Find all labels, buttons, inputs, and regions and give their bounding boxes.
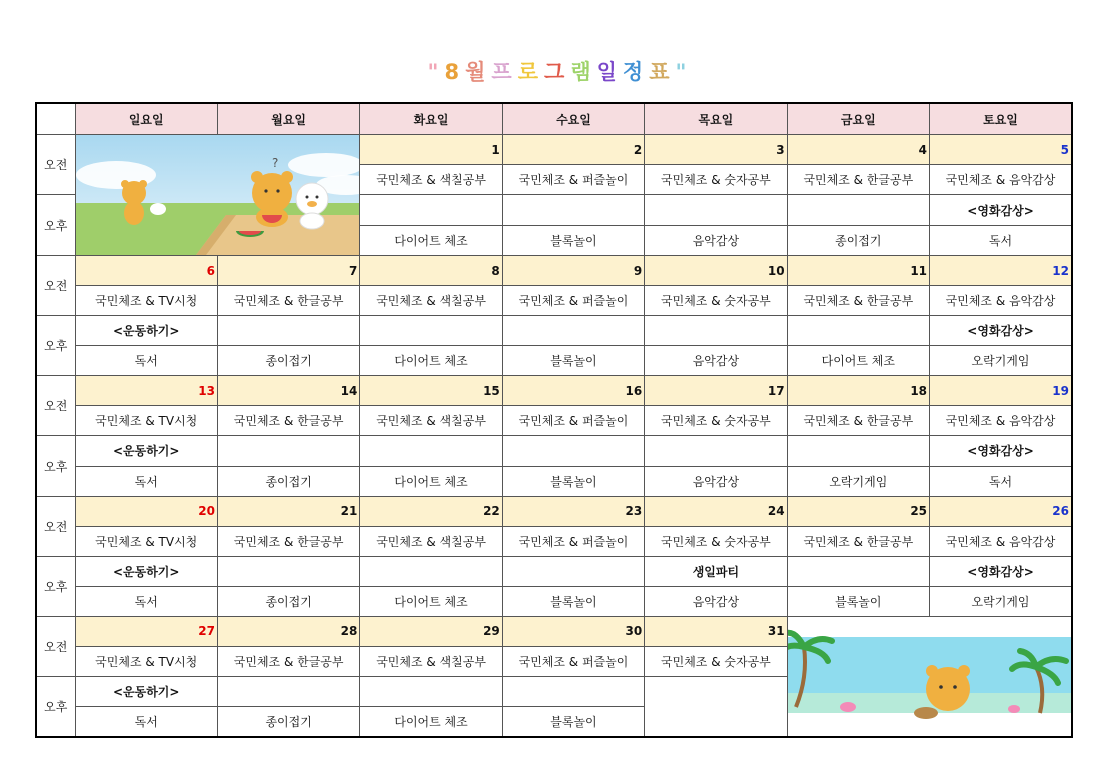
am-activity-wed: 국민체조 & 퍼즐놀이 (502, 165, 644, 195)
am-activity-wed: 국민체조 & 퍼즐놀이 (502, 646, 644, 676)
pm-activity-tue: 다이어트 체조 (360, 586, 502, 616)
pm-activity-sun: 독서 (75, 346, 217, 376)
weekday-sun: 일요일 (75, 103, 217, 135)
week-row-dates (36, 496, 1072, 526)
title-char: 프 (491, 60, 518, 84)
pm-event-fri (787, 556, 929, 586)
pm-activity-thu: 음악감상 (645, 226, 787, 256)
pm-activity-fri: 다이어트 체조 (787, 346, 929, 376)
title-char: 그 (544, 60, 571, 84)
pm-activity-mon: 종이접기 (217, 466, 359, 496)
date-tue: 15 (360, 376, 502, 406)
pm-event-mon (217, 556, 359, 586)
pm-event-sat: <영화감상> (930, 556, 1072, 586)
date-wed: 16 (502, 376, 644, 406)
pm-event-wed (502, 436, 644, 466)
date-sun: 6 (75, 256, 217, 286)
pm-event-tue (360, 676, 502, 706)
pm-event-sun: <운동하기> (75, 556, 217, 586)
date-fri: 18 (787, 376, 929, 406)
pm-event-thu (645, 316, 787, 346)
date-thu: 3 (645, 135, 787, 165)
date-fri: 4 (787, 135, 929, 165)
pm-event-thu (645, 436, 787, 466)
pm-activity-mon: 종이접기 (217, 586, 359, 616)
date-wed: 2 (502, 135, 644, 165)
am-activity-sat: 국민체조 & 음악감상 (930, 406, 1072, 436)
pm-blank-thu (645, 676, 787, 737)
am-activity-sat: 국민체조 & 음악감상 (930, 286, 1072, 316)
am-label: 오전 (36, 496, 75, 556)
pm-activity-sat: 독서 (930, 226, 1072, 256)
title-char: 램 (570, 60, 597, 84)
date-mon: 7 (217, 256, 359, 286)
date-fri: 11 (787, 256, 929, 286)
pm-event-wed (502, 195, 644, 226)
date-sat: 5 (930, 135, 1072, 165)
svg-text:?: ? (271, 156, 278, 171)
am-activity-sun: 국민체조 & TV시청 (75, 286, 217, 316)
date-thu: 17 (645, 376, 787, 406)
weekday-fri: 금요일 (787, 103, 929, 135)
am-activity-thu: 국민체조 & 숫자공부 (645, 406, 787, 436)
title-char: " (675, 60, 693, 84)
pm-label: 오후 (36, 316, 75, 376)
am-activity-fri: 국민체조 & 한글공부 (787, 406, 929, 436)
week-row-am (36, 406, 1072, 436)
title-char: 정 (622, 60, 650, 84)
week-row-dates (36, 256, 1072, 286)
am-label: 오전 (36, 376, 75, 436)
date-wed: 9 (502, 256, 644, 286)
am-activity-fri: 국민체조 & 한글공부 (787, 165, 929, 195)
pm-event-mon (217, 436, 359, 466)
pm-activity-sun: 독서 (75, 586, 217, 616)
am-activity-fri: 국민체조 & 한글공부 (787, 286, 929, 316)
pm-event-tue (360, 436, 502, 466)
pm-event-wed (502, 316, 644, 346)
pm-event-wed (502, 676, 644, 706)
am-label: 오전 (36, 256, 75, 316)
am-activity-thu: 국민체조 & 숫자공부 (645, 646, 787, 676)
pm-activity-tue: 다이어트 체조 (360, 346, 502, 376)
pm-event-sat: <영화감상> (930, 316, 1072, 346)
title-char: 표 (649, 60, 676, 84)
am-activity-sun: 국민체조 & TV시청 (75, 646, 217, 676)
pm-event-sun: <운동하기> (75, 316, 217, 346)
week-row-pm2 (36, 586, 1072, 616)
date-sat: 12 (930, 256, 1072, 286)
date-sat: 26 (930, 496, 1072, 526)
am-activity-mon: 국민체조 & 한글공부 (217, 646, 359, 676)
pm-activity-wed: 블록놀이 (502, 226, 644, 256)
week-row-am (36, 286, 1072, 316)
date-wed: 30 (502, 616, 644, 646)
pm-activity-wed: 블록놀이 (502, 586, 644, 616)
am-activity-thu: 국민체조 & 숫자공부 (645, 165, 787, 195)
pm-event-wed (502, 556, 644, 586)
pm-activity-fri: 블록놀이 (787, 586, 929, 616)
pm-activity-sat: 오락기게임 (930, 586, 1072, 616)
am-activity-tue: 국민체조 & 색칠공부 (360, 286, 502, 316)
pm-event-tue (360, 316, 502, 346)
pm-event-sun: <운동하기> (75, 436, 217, 466)
weekday-header-row (36, 103, 1072, 135)
pm-label: 오후 (36, 195, 75, 256)
pm-event-mon (217, 676, 359, 706)
pm-label: 오후 (36, 676, 75, 737)
pm-event-fri (787, 436, 929, 466)
week-row-dates (36, 616, 1072, 646)
date-mon: 28 (217, 616, 359, 646)
pm-activity-wed: 블록놀이 (502, 346, 644, 376)
pm-label: 오후 (36, 556, 75, 616)
week-row-dates (36, 376, 1072, 406)
weekday-thu: 목요일 (645, 103, 787, 135)
date-sat: 19 (930, 376, 1072, 406)
illustration-cell (75, 135, 360, 256)
week-row-pm1 (36, 436, 1072, 466)
am-label: 오전 (36, 135, 75, 195)
week-row-am (36, 526, 1072, 556)
am-activity-mon: 국민체조 & 한글공부 (217, 406, 359, 436)
date-thu: 24 (645, 496, 787, 526)
am-activity-tue: 국민체조 & 색칠공부 (360, 526, 502, 556)
pm-event-thu (645, 195, 787, 226)
week-row-pm1 (36, 556, 1072, 586)
am-activity-thu: 국민체조 & 숫자공부 (645, 286, 787, 316)
date-thu: 31 (645, 616, 787, 646)
illustration-cell (787, 616, 1072, 737)
weekday-tue: 화요일 (360, 103, 502, 135)
am-activity-fri: 국민체조 & 한글공부 (787, 526, 929, 556)
am-activity-sun: 국민체조 & TV시청 (75, 526, 217, 556)
date-sun: 27 (75, 616, 217, 646)
pm-event-thu: 생일파티 (645, 556, 787, 586)
pm-event-mon (217, 316, 359, 346)
week-row-dates (36, 135, 1072, 165)
week-row-pm1 (36, 316, 1072, 346)
am-activity-wed: 국민체조 & 퍼즐놀이 (502, 526, 644, 556)
schedule-table (35, 102, 1073, 738)
pm-event-tue (360, 556, 502, 586)
title-char: 8 (444, 60, 466, 84)
title-char: 월 (465, 60, 492, 84)
pm-activity-fri: 오락기게임 (787, 466, 929, 496)
date-thu: 10 (645, 256, 787, 286)
title-char: " (427, 60, 445, 84)
ryan-beach-illustration (788, 617, 1072, 735)
page-title (0, 56, 1120, 86)
pm-activity-fri: 종이접기 (787, 226, 929, 256)
am-activity-wed: 국민체조 & 퍼즐놀이 (502, 286, 644, 316)
pm-activity-tue: 다이어트 체조 (360, 226, 502, 256)
pm-activity-sat: 오락기게임 (930, 346, 1072, 376)
pm-activity-mon: 종이접기 (217, 706, 359, 737)
date-tue: 29 (360, 616, 502, 646)
date-sun: 20 (75, 496, 217, 526)
am-activity-sat: 국민체조 & 음악감상 (930, 165, 1072, 195)
pm-event-sat: <영화감상> (930, 436, 1072, 466)
date-tue: 8 (360, 256, 502, 286)
ryan-field-illustration (76, 135, 360, 255)
weekday-sat: 토요일 (930, 103, 1072, 135)
pm-activity-sat: 독서 (930, 466, 1072, 496)
am-activity-tue: 국민체조 & 색칠공부 (360, 646, 502, 676)
date-fri: 25 (787, 496, 929, 526)
week-row-pm2 (36, 466, 1072, 496)
pm-activity-sun: 독서 (75, 706, 217, 737)
weekday-wed: 수요일 (502, 103, 644, 135)
pm-activity-wed: 블록놀이 (502, 466, 644, 496)
am-activity-tue: 국민체조 & 색칠공부 (360, 406, 502, 436)
am-activity-sat: 국민체조 & 음악감상 (930, 526, 1072, 556)
pm-activity-tue: 다이어트 체조 (360, 706, 502, 737)
pm-activity-tue: 다이어트 체조 (360, 466, 502, 496)
pm-event-tue (360, 195, 502, 226)
date-tue: 22 (360, 496, 502, 526)
pm-activity-mon: 종이접기 (217, 346, 359, 376)
am-activity-thu: 국민체조 & 숫자공부 (645, 526, 787, 556)
header-corner (36, 103, 75, 135)
date-sun: 13 (75, 376, 217, 406)
pm-activity-thu: 음악감상 (645, 346, 787, 376)
am-activity-tue: 국민체조 & 색칠공부 (360, 165, 502, 195)
pm-activity-wed: 블록놀이 (502, 706, 644, 737)
am-activity-mon: 국민체조 & 한글공부 (217, 286, 359, 316)
pm-event-fri (787, 195, 929, 226)
am-activity-mon: 국민체조 & 한글공부 (217, 526, 359, 556)
title-char: 로 (517, 60, 545, 84)
pm-label: 오후 (36, 436, 75, 496)
am-activity-sun: 국민체조 & TV시청 (75, 406, 217, 436)
pm-activity-sun: 독서 (75, 466, 217, 496)
date-mon: 14 (217, 376, 359, 406)
pm-activity-thu: 음악감상 (645, 466, 787, 496)
week-row-pm2 (36, 346, 1072, 376)
date-wed: 23 (502, 496, 644, 526)
weekday-mon: 월요일 (217, 103, 359, 135)
date-tue: 1 (360, 135, 502, 165)
pm-event-fri (787, 316, 929, 346)
date-mon: 21 (217, 496, 359, 526)
title-char: 일 (596, 60, 623, 84)
am-label: 오전 (36, 616, 75, 676)
pm-event-sun: <운동하기> (75, 676, 217, 706)
pm-activity-thu: 음악감상 (645, 586, 787, 616)
pm-event-sat: <영화감상> (930, 195, 1072, 226)
am-activity-wed: 국민체조 & 퍼즐놀이 (502, 406, 644, 436)
